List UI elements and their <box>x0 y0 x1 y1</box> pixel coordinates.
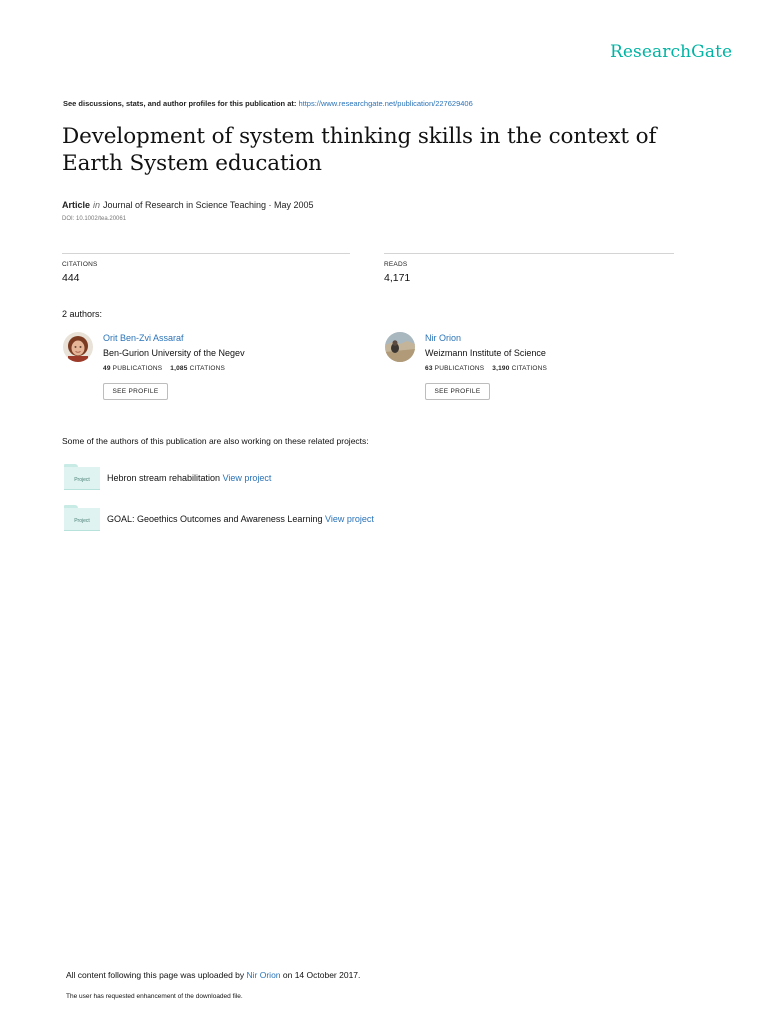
publication-url-link[interactable]: https://www.researchgate.net/publication/227629406 <box>298 99 473 108</box>
citations-divider <box>62 253 350 254</box>
author-stats <box>103 365 225 372</box>
discussion-header <box>63 99 473 108</box>
project-item <box>107 473 271 483</box>
citations-value: 444 <box>62 272 80 284</box>
publication-doi: DOI: 10.1002/tea.20061 <box>62 216 127 222</box>
publications-label: PUBLICATIONS <box>434 365 485 372</box>
project-folder-icon[interactable] <box>64 505 100 531</box>
authors-heading: 2 authors: <box>62 309 103 319</box>
discussion-text: See discussions, stats, and author profiles for this publication at: <box>63 99 299 108</box>
reads-value: 4,171 <box>384 272 411 284</box>
project-folder-icon[interactable] <box>64 464 100 490</box>
author-institution: Ben-Gurion University of the Negev <box>103 348 245 358</box>
publication-title: Development of system thinking skills in the context of Earth System education <box>62 124 657 176</box>
citations-count: 3,190 <box>492 365 510 372</box>
upload-note <box>66 970 360 980</box>
author-photo-icon <box>63 332 93 362</box>
journal-date: Journal of Research in Science Teaching · May 2005 <box>103 200 314 210</box>
project-icon-label: Project <box>64 508 100 531</box>
view-project-link[interactable]: View project <box>222 473 272 483</box>
in-word: in <box>93 200 101 210</box>
upload-prefix: All content following this page was uploaded by <box>66 970 247 980</box>
publications-count: 63 <box>425 365 433 372</box>
author-citations-label: CITATIONS <box>511 365 548 372</box>
avatar[interactable] <box>63 332 93 362</box>
see-profile-button[interactable]: SEE PROFILE <box>103 383 168 400</box>
citations-count: 1,085 <box>170 365 188 372</box>
researchgate-logo[interactable]: ResearchGate <box>610 42 733 62</box>
reads-label: READS <box>384 261 408 268</box>
citations-label: CITATIONS <box>62 261 98 268</box>
project-title: Hebron stream rehabilitation <box>107 473 221 483</box>
project-item <box>107 514 374 524</box>
view-project-link[interactable]: View project <box>324 514 374 524</box>
author-name-link[interactable]: Orit Ben-Zvi Assaraf <box>103 333 184 343</box>
projects-heading: Some of the authors of this publication are also working on these related projects: <box>62 436 369 446</box>
publications-label: PUBLICATIONS <box>112 365 163 372</box>
author-photo-icon <box>385 332 415 362</box>
publication-meta <box>62 200 314 210</box>
author-citations-label: CITATIONS <box>189 365 226 372</box>
reads-divider <box>384 253 674 254</box>
publication-type: Article <box>62 200 91 210</box>
uploader-link[interactable]: Nir Orion <box>246 970 281 980</box>
project-icon-label: Project <box>64 467 100 490</box>
upload-suffix: on 14 October 2017. <box>280 970 361 980</box>
enhancement-note: The user has requested enhancement of the downloaded file. <box>66 993 243 1000</box>
author-stats <box>425 365 547 372</box>
avatar[interactable] <box>385 332 415 362</box>
author-name-link[interactable]: Nir Orion <box>425 333 462 343</box>
publications-count: 49 <box>103 365 111 372</box>
project-title: GOAL: Geoethics Outcomes and Awareness Learning <box>107 514 323 524</box>
author-institution: Weizmann Institute of Science <box>425 348 546 358</box>
see-profile-button[interactable]: SEE PROFILE <box>425 383 490 400</box>
